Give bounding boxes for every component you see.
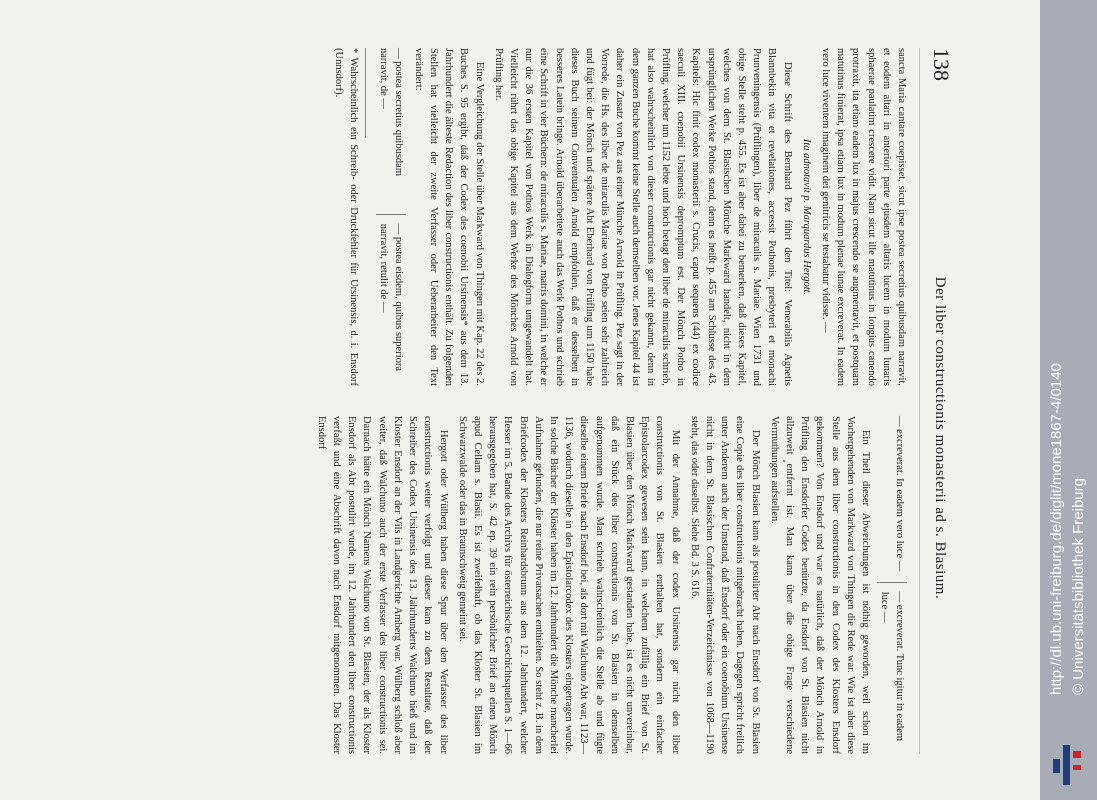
paragraph: Hergott oder Wülberg haben diese Spur über den Verfasser des liber constructionis weiter verfolgt und dieser kam zu dem Resultate, daß der Schreiber des Codex Ursinensis des 13. Jahrhunderts Walchuno hieß und im Kloster Ensdorf an der Vils in Landgerichte Amberg war. Wülberg schloß aber weiter, daß Walchuno auch der erste Verfasser des liber constructionis sei. Darnach hätte ein Mönch Namens Walchuno von St. Blasien, der als Kloster Ensdorf als Abt postulirt wurde, im 12. Jahrhundert den liber constructionis verfaßt und eine Abschrift davon nach Ensdorf mitgenommen. Das Kloster Ensdorf [315,416,449,754]
footnote: * Wahrscheinlich ein Schreib- oder Druckfehler für Ursinensis, d. i. Ensdorf (Unnsdorf). [333,48,360,386]
signature-line: Ita adnotavit p. Marquardus Hergott. [800,138,812,296]
page-number: 138 [929,48,954,81]
paragraph: Diese Schrift des Bernhard Pez führt den Titel: Venerabilis Agnetis Blannbekin vita et revelationes, accessit Pothonis, presbyteri et monachi Prunveningensis (Prüflingen), liber de miraculis s. Mariae. Wien 1731 und obige Stelle steht p. 455. Es ist aber dabei zu bemerken, daß dieses Kapitel, welches von dem St. Blasischen Mönche Markward handelt, nicht in dem ursprünglichen Werke Pothos stand, denn es heißt p. 455 am Schlusse des 43. Kapitels: Hic finit codex monasterii s. Crucis, caput sequens (44) ex codice saeculi XIII. coenobii Ursinensis depromptum est. Der Mönch Potho in Prüfling, welcher um 1152 lebte und hoch betagt den liber de miraculis schrieb, hat also wahrscheinlich von dieser constructionis gar nicht gekannt, denn in dem ganzen Buche kommt keine Stelle auch demselben vor. Jenes Kapitel 44 ist daher ein Zusatz von Pez aus einer Münche Arnold in Prüfling. Pez sagt in der Vorrede, die Hs. des liber de miraculis Mariae von Potho seien sehr zahlreich und fügt bei: der Mönch und spätere Abt Eberhard von Prüfling um 1150 habe dieses Buch seinem Conventualen Arnold empfohlen, daß er desselben in besseres Latein bringe. Arnold überarbeitete auch das Werk Pothos und schrieb eine Schrift in vier Büchern: de miraculis s. Mariae, matris domini, in welche er nur die 36 ersten Kapitel von Pothos Werk in Dialogform umgewandelt hat. Vielleicht rührt das obige Kapitel aus dem Werke des Mönches Arnold von Prüfling her. [492,48,793,386]
comparison-right: — excreverat. Tunc igitur in eadem luce — [879,591,905,742]
paragraph: Mit der Annahme, daß der codex Ursinensis gar nicht den liber constructionis von St. Blasien enthalten hat, sondern ein einfacher Epistolarcodex gewesen sein kann, in welchem zufällig ein Brief von St. Blasien über den Mönch Markward gestanden habe, ist es nicht unvereinbar, daß ein Stück des liber constructionis von St. Blasien in demselben aufgenommen wurde. Man schrieb wahrscheinlich die Stelle ab und fügte dieselbe einem Briefe nach Ensdorf bei, als dort mit Walchuno Abt war, 1123—1136, wodurch dieselbe in den Epistolarcodex des Klosters eingetragen wurde. In solche Bücher der Klöster haben im 12. Jahrhundert die Mönche mancherlei Aufnahme gefunden, die nur reine Privatsachen enthielten. So steht z. B. in dem Briefcodex der Klosters Reinhardsbrunn aus dem 12. Jahrhundert, welcher Hesser im 5. Bande des Archivs für österreichische Geschichtsquellen S. 1—66 herausgegeben hat, S. 42 ep. 39 ein rein persönlicher Brief an einen Mönch apud Cellam s. Blasii. Es ist zweifelhaft, ob das Kloster St. Blasien im Schwarzwalde oder das in Braunschweig gemeint sei. [456,416,681,754]
comparison-right: — postea eisdem, quibus superiora narravit, retulit de — [378,223,405,372]
running-head [919,48,956,754]
copyright-notice: © Universitätsbibliothek Freiburg [1070,478,1087,695]
sidebar-text [1040,0,1097,800]
comparison-left: — excreverat. In eadem vero luce — [877,416,907,583]
paragraph: Eine Vergleichung der Stelle über Markward von Thingen mit Kap. 22 des 2. Buches S. 95 ergibt, daß der Codex des coenobii Ursinensis* aus dem 13. Jahrhundert die älteste Redaction des liber constructionis enthält. Zu folgenden Stellen hat vielleicht der zweite Verfasser oder Ueberarbeiter den Text verändert: [412,48,485,386]
library-logo-icon [1053,745,1083,785]
text-comparison [377,48,407,386]
paragraph: Ein Theil dieser Abweichungen ist nöthig geworden, weil schon im Vorhergehenden von Markward von Thingen die Rede war. Wie ist aber diese Stelle aus dem liber constructionis in den Codex des Klosters Ensdorf gekommen? Von Ensdorf und war es natürlich, daß der Mönch Arnold in Prüfling den Ensdorfer Codex benützte, da Ensdorf von St. Blasien nicht allzuweit entfernt ist. Man kann über die obige Frage verschiedene Vermuthungen aufstellen. [768,416,871,754]
page-content [310,48,956,754]
left-column [310,48,909,386]
permalink-url[interactable]: http://dl.ub.uni-freiburg.de/diglit/mone1867-4/0140 [1048,363,1065,695]
right-column [310,416,909,754]
comparison-left: — postea secretius quibusdam narravit, de — [377,48,407,215]
paragraph: Der Mönch Blasien kann als posulirter Abt nach Ensdorf von St. Blasien eine Copie des liber constructionis mitgebracht haben. Dagegen spricht freilich unter Anderem auch der Umstand, daß Ensdorf oder ein coenobium Ursinense nicht in dem St. Blasischen Confraternitäten-Verzeichnisse von 1068—1190 steht, das oder daselbst. Siehe Bd. 3 S. 616. [688,416,761,754]
paragraph: sancta Maria cantare coepisset, sicut ipse postea secretius quibusdam narravit, et eodem altari in anteriori parte ejusdem altaris lucem in modum lunaris sphaerae paulatim crescere vidit. Nam sicut ille matutinus in longius canendo protraxit, ita etiam eadem lux in majus crescendo se augmentavit, et postquam matutinus finierat, ipsa etiam lux in modum plenae lunae excreverat. In eadem vero luce viventem imaginem dei genitricis se testabatur vidisse. — [819,48,907,386]
library-sidebar [1040,0,1097,800]
text-comparison [877,416,907,754]
text-columns [310,48,909,754]
footnote-rule [366,48,367,138]
running-title: Der liber constructionis monasterii ad s. Blasium. [932,276,948,600]
